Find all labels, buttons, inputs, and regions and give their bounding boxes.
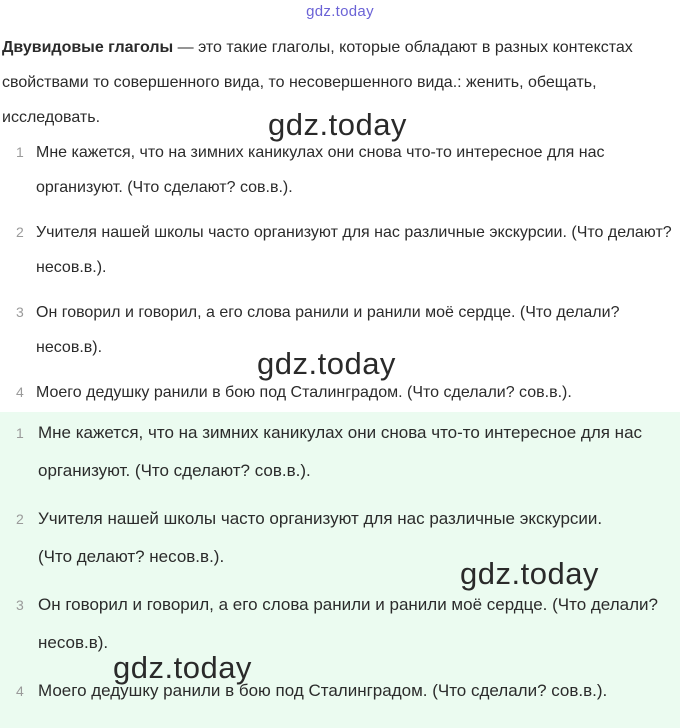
intro-term: Двувидовые глаголы bbox=[2, 39, 174, 56]
item-text: Мне кажется, что на зимних каникулах они снова что-то интересное для нас организуют. (Что сделают? сов.в.). bbox=[38, 423, 643, 480]
list-item bbox=[0, 672, 638, 710]
list-item bbox=[0, 500, 608, 576]
item-number: 2 bbox=[16, 224, 24, 240]
list-item bbox=[0, 135, 676, 205]
item-text: Моего дедушку ранили в бою под Сталинградом. (Что сделали? сов.в.). bbox=[36, 384, 572, 401]
question-list bbox=[0, 135, 680, 410]
watermark: gdz.today bbox=[257, 346, 396, 381]
list-item bbox=[0, 414, 678, 490]
item-number: 1 bbox=[16, 425, 24, 441]
watermark: gdz.today bbox=[113, 650, 252, 685]
item-number: 1 bbox=[16, 144, 24, 160]
watermark-top: gdz.today bbox=[306, 3, 374, 20]
watermark: gdz.today bbox=[268, 107, 407, 142]
item-number: 4 bbox=[16, 683, 24, 699]
list-item bbox=[0, 375, 676, 410]
item-text: Мне кажется, что на зимних каникулах они снова что-то интересное для нас организуют. (Что сделают? сов.в.). bbox=[36, 144, 605, 196]
item-number: 3 bbox=[16, 597, 24, 613]
item-number: 3 bbox=[16, 304, 24, 320]
watermark: gdz.today bbox=[460, 556, 599, 591]
intro-paragraph bbox=[2, 30, 672, 135]
item-text: Учителя нашей школы часто организуют для нас различные экскурсии. (Что делают? несов.в.). bbox=[38, 509, 603, 566]
list-item bbox=[0, 586, 678, 662]
item-number: 2 bbox=[16, 511, 24, 527]
item-text: Он говорил и говорил, а его слова ранили и ранили моё сердце. (Что делали? несов.в). bbox=[36, 304, 620, 356]
list-item bbox=[0, 295, 646, 365]
item-text: Учителя нашей школы часто организуют для нас различные экскурсии. (Что делают? несов.в.). bbox=[36, 224, 672, 276]
item-text: Он говорил и говорил, а его слова ранили и ранили моё сердце. (Что делали? несов.в). bbox=[38, 595, 658, 652]
list-item bbox=[0, 215, 676, 285]
intro-text: — это такие глаголы, которые обладают в разных контекстах свойствами то совершенного вида, то несовершенного вида.: женить, обещать, исследовать. bbox=[2, 39, 633, 126]
item-text: Моего дедушку ранили в бою под Сталинградом. (Что сделали? сов.в.). bbox=[38, 681, 608, 700]
item-number: 4 bbox=[16, 384, 24, 400]
answer-list bbox=[0, 414, 680, 710]
